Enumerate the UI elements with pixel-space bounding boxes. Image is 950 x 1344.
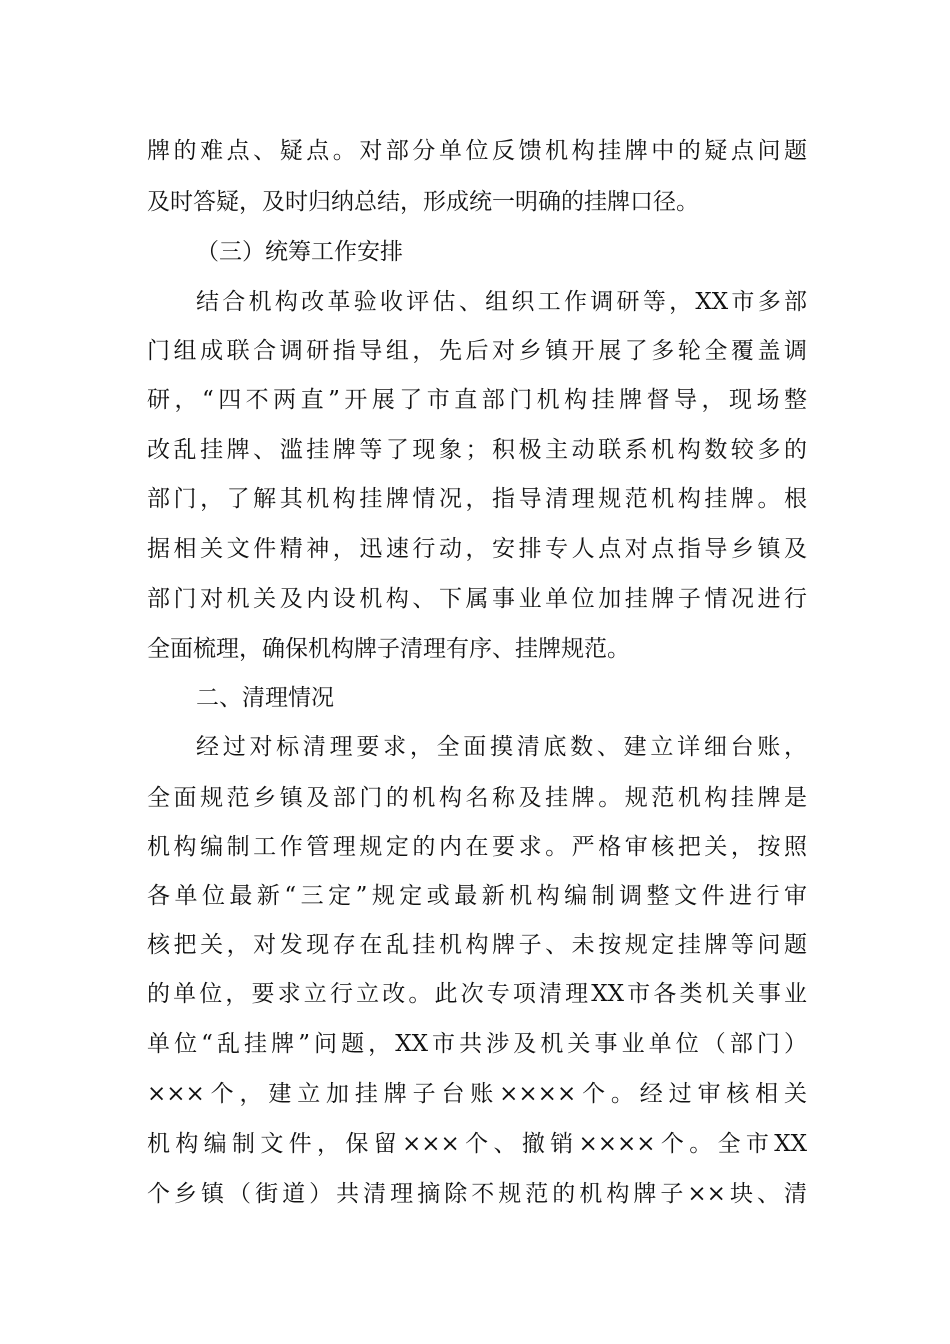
body-text-line: 机构编制工作管理规定的内在要求。严格审核把关，按照 <box>147 834 807 860</box>
body-text-line: 机构编制文件，保留×××个、撤销××××个。全市XX <box>147 1131 807 1157</box>
body-text-line: 全面梳理，确保机构牌子清理有序、挂牌规范。 <box>147 636 630 662</box>
body-text-line: 单位“乱挂牌”问题，XX市共涉及机关事业单位（部门） <box>147 1031 807 1057</box>
body-text-line: 据相关文件精神，迅速行动，安排专人点对点指导乡镇及 <box>147 536 807 562</box>
body-text-line: 部门对机关及内设机构、下属事业单位加挂牌子情况进行 <box>147 586 807 612</box>
body-text-line: 部门，了解其机构挂牌情况，指导清理规范机构挂牌。根 <box>147 486 807 512</box>
body-text-line: 个乡镇（街道）共清理摘除不规范的机构牌子××块、清 <box>147 1181 807 1207</box>
body-text-line: 结合机构改革验收评估、组织工作调研等，XX市多部 <box>196 289 807 315</box>
body-text-line: 改乱挂牌、滥挂牌等了现象；积极主动联系机构数较多的 <box>147 437 807 463</box>
body-text-line: 核把关，对发现存在乱挂机构牌子、未按规定挂牌等问题 <box>147 932 807 958</box>
body-text-line: 的单位，要求立行立改。此次专项清理XX市各类机关事业 <box>147 981 807 1007</box>
body-text-line: 研，“四不两直”开展了市直部门机构挂牌督导，现场整 <box>147 387 807 413</box>
body-text-line: ×××个，建立加挂牌子台账××××个。经过审核相关 <box>147 1081 807 1107</box>
section-heading: 二、清理情况 <box>196 685 334 711</box>
body-text-line: 经过对标清理要求，全面摸清底数、建立详细台账， <box>196 734 807 760</box>
body-text-line: 门组成联合调研指导组，先后对乡镇开展了多轮全覆盖调 <box>147 338 807 364</box>
body-text-line: 各单位最新“三定”规定或最新机构编制调整文件进行审 <box>147 883 807 909</box>
body-text-line: 牌的难点、疑点。对部分单位反馈机构挂牌中的疑点问题 <box>147 138 807 164</box>
body-text-line: 及时答疑，及时归纳总结，形成统一明确的挂牌口径。 <box>147 189 699 215</box>
body-text-line: 全面规范乡镇及部门的机构名称及挂牌。规范机构挂牌是 <box>147 785 807 811</box>
section-heading: （三）统筹工作安排 <box>196 239 403 265</box>
